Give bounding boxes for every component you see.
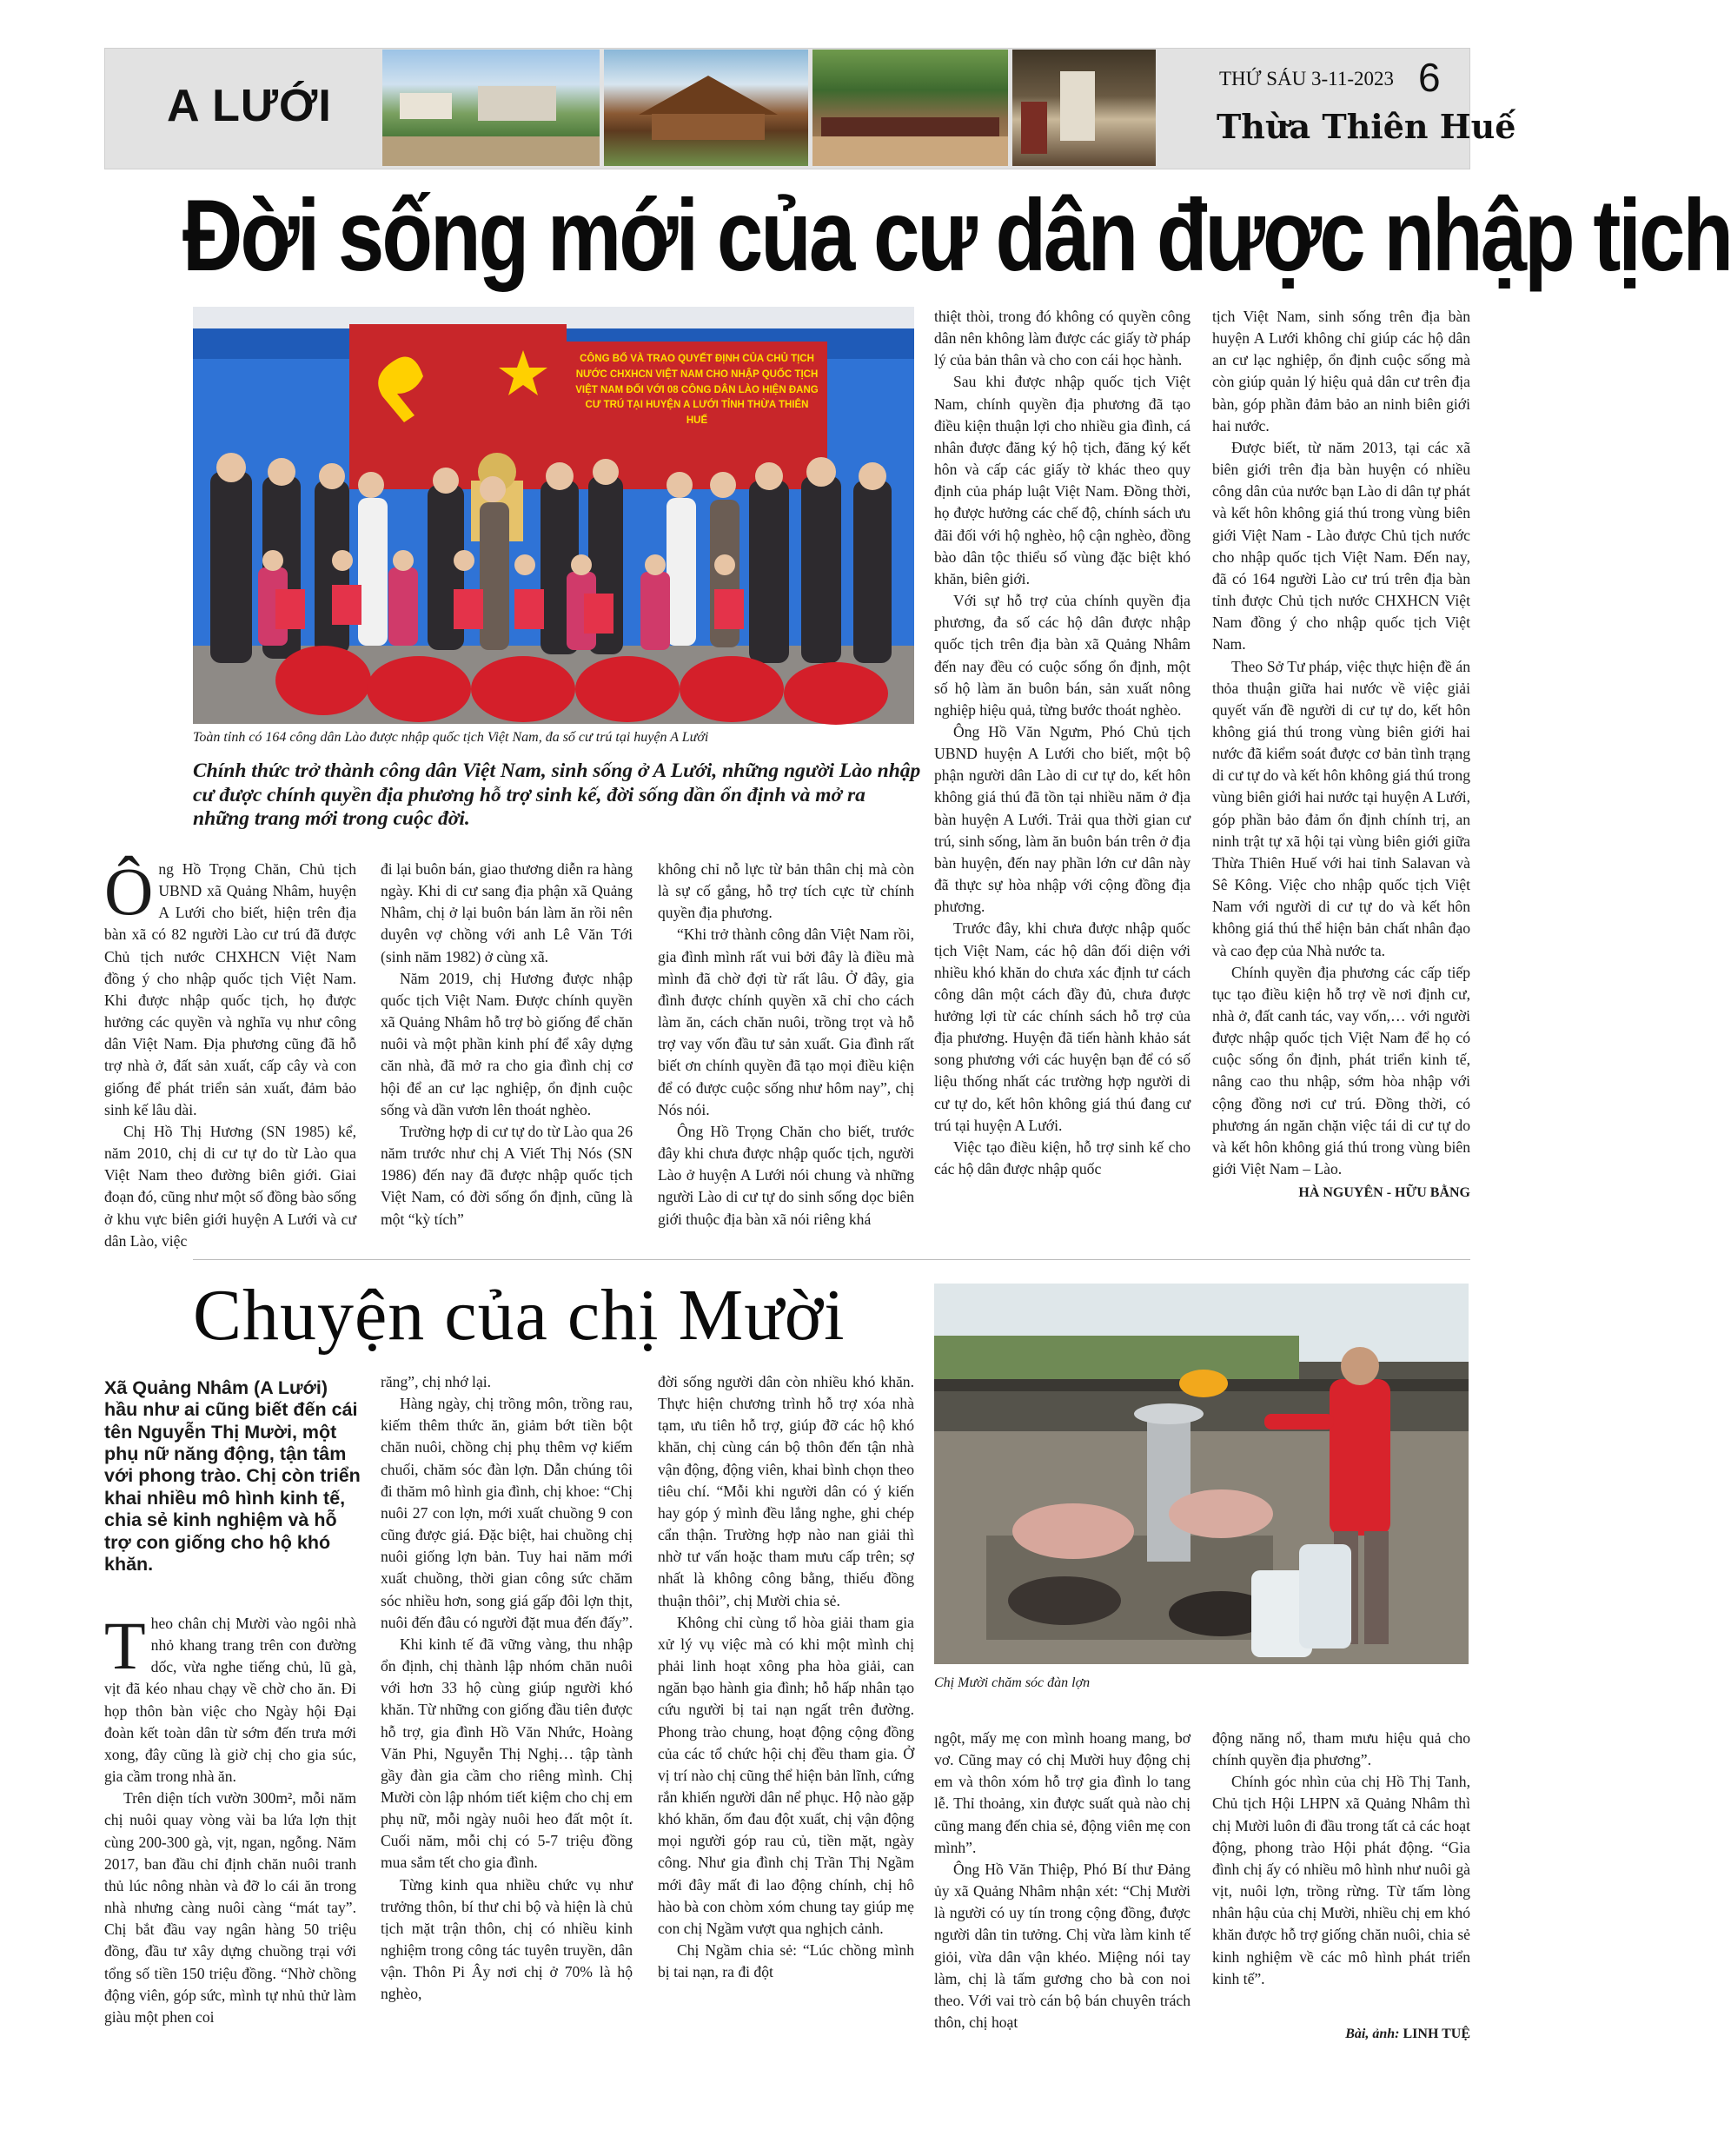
article2-column-4: [934, 1728, 1190, 2033]
article1-column-4: [934, 306, 1190, 1180]
paragraph: Trường hợp di cư tự do từ Lào qua 26 năm trước như chị A Viết Thị Nós (SN 1986) đến nay đã được nhập quốc tịch Việt Nam, có đời sống ổn định, cũng là một “kỳ tích”: [381, 1122, 633, 1228]
paragraph: Việc tạo điều kiện, hỗ trợ sinh kế cho các hộ dân được nhập quốc: [934, 1138, 1190, 1178]
paragraph: Chị Hồ Thị Hương (SN 1985) kể, năm 2010, chị di cư tự do từ Lào qua Việt Nam theo đường biên giới. Giai đoạn đó, cũng như một số đồng bào sống ở khu vực biên giới huyện A Lưới và cư dân Lào, việc: [104, 1122, 356, 1250]
paragraph: không chỉ nỗ lực từ bản thân chị mà còn là sự cố gắng, hỗ trợ tích cực từ chính quyền địa phương.: [658, 860, 914, 922]
paragraph: Ông Hồ Văn Thiệp, Phó Bí thư Đảng ủy xã Quảng Nhâm nhận xét: “Chị Mười là người có uy tín trong cộng đồng, được người dân tin tưởng. Chị vừa làm kinh tế giỏi, vừa dân vận khéo. Miệng nói tay làm, chị là tấm gương cho bà con noi theo. Với vai trò cán bộ bán chuyên trách thôn, chị hoạt: [934, 1860, 1190, 2032]
header-photo-festival: [812, 50, 1008, 166]
paragraph: Theo Sở Tư pháp, việc thực hiện đề án thỏa thuận giữa hai nước về việc giải quyết vấn đề người di cư tự do, kết hôn không giá thú trong vùng biên giới hai nước đã kiểm soát được cơ bản tình trạng di cư tự do và kết hôn không giá thú trong vùng biên giới hai nước tại huyện A Lưới, góp phần bảo đảm ổn định chính trị, an ninh trật tự xã hội tại vùng biên giới giữa Thừa Thiên Huế với hai tỉnh Salavan và Sê Kông. Việc cho nhập quốc tịch Việt Nam với người di cư tự do và kết hôn không giá thú thể hiện bản chất nhân đạo và cao đẹp của Nhà nước ta.: [1212, 657, 1470, 959]
article2-column-2: [381, 1371, 633, 2006]
article1-column-1: [104, 853, 356, 1252]
ceremony-banner-text: CÔNG BỐ VÀ TRAO QUYẾT ĐỊNH CỦA CHỦ TỊCH NƯỚC CHXHCN VIỆT NAM CHO NHẬP QUỐC TỊCH VIỆT NAM ĐỐI VỚI 08 CÔNG DÂN LÀO HIỆN ĐANG CƯ TRÚ TẠI HUYỆN A LƯỚI TỈNH THỪA THIÊN HUẾ: [575, 354, 819, 427]
section-divider: [193, 1259, 1470, 1260]
paragraph: Ông Hồ Trọng Chăn cho biết, trước đây khi chưa được nhập quốc tịch, người Lào ở huyện A Lưới nói chung và những người Lào di cư tự do sinh sống dọc biên giới thuộc địa bàn xã nói riêng khá: [658, 1122, 914, 1228]
paragraph: heo chân chị Mười vào ngôi nhà nhỏ khang trang trên con đường dốc, vừa nghe tiếng chủ, lũ gà, vịt đã kéo nhau chạy về chờ cho ăn. Đi họp thôn bàn việc cho Ngày hội Đại đoàn kết toàn dân từ sớm đến trưa mới xong, đây cũng là giờ chị cho gia súc, gia cầm trong nhà ăn.: [104, 1615, 356, 1786]
paragraph: răng”, chị nhớ lại.: [381, 1373, 492, 1390]
article2-lead: Xã Quảng Nhâm (A Lưới) hầu như ai cũng biết đến cái tên Nguyễn Thị Mười, một phụ nữ năng động, tận tâm với phong trào. Chị còn triển khai nhiều mô hình kinh tế, chia sẻ kinh nghiệm và hỗ trợ con giống cho hộ khó khăn.: [104, 1377, 361, 1575]
paragraph: động năng nổ, tham mưu hiệu quả cho chính quyền địa phương”.: [1212, 1729, 1470, 1769]
article1-photo: [193, 307, 914, 724]
article2-photo: [934, 1284, 1469, 1664]
paragraph: tịch Việt Nam, sinh sống trên địa bàn huyện A Lưới không chỉ giúp các hộ dân an cư lạc nghiệp, ổn định cuộc sống mà còn giúp quản lý hiệu quả dân cư trên địa bàn, góp phần đảm bảo an ninh biên giới hai nước.: [1212, 308, 1470, 435]
article1-headline: Đời sống mới của cư dân được nhập tịch: [182, 179, 1731, 293]
paragraph: Năm 2019, chị Hương được nhập quốc tịch Việt Nam. Được chính quyền xã Quảng Nhâm hỗ trợ bò giống để chăn nuôi và một phần kinh phí để xây dựng căn nhà, đã mở ra cho gia đình chị cơ hội để an cư lạc nghiệp, ổn định cuộc sống và dần vươn lên thoát nghèo.: [381, 969, 633, 1118]
paragraph: Không chỉ cùng tổ hòa giải tham gia xử lý vụ việc mà có khi một mình chị phải linh hoạt xông pha hòa giải, can ngăn bạo hành gia đình; hỗ hấp nhân tạo cứu người bị tai nạn ngất trên đường. Phong trào chung, hoạt động cộng đồng của các tổ chức hội chị đều tham gia. Ở vị trí nào chị cũng thể hiện bản lĩnh, cứng rắn khiến người dân nể phục. Hộ nào gặp khó khăn, ốm đau đột xuất, chị vận động mọi người góp rau củ, tiền mặt, ngày công. Như gia đình chị Trần Thị Ngầm mới đây mất đi lao động chính, chị hô hào bà con chòm xóm chung tay giúp mẹ con chị Ngầm vượt qua nghịch cảnh.: [658, 1613, 914, 1937]
byline-label: Bài, ảnh:: [1345, 2026, 1400, 2041]
paragraph: Được biết, từ năm 2013, tại các xã biên giới trên địa bàn huyện có nhiều công dân của nước bạn Lào di dân tự phát và kết hôn không giá thú trong vùng biên giới Việt Nam - Lào được Chủ tịch nước cho nhập quốc tịch Việt Nam. Đến nay, đã có 164 người Lào cư trú trên địa bàn tỉnh được Chủ tịch nước CHXHCN Việt Nam đồng ý cho nhập quốc tịch Việt Nam.: [1212, 438, 1470, 653]
paragraph: thiệt thòi, trong đó không có quyền công dân nên không làm được các giấy tờ pháp lý của bản thân và cho con cái học hành.: [934, 308, 1190, 369]
header-photo-stilt-house: [604, 50, 808, 166]
pig-farm-illustration: [934, 1284, 1469, 1664]
article2-byline: [1212, 2025, 1470, 2045]
paragraph: Chính góc nhìn của chị Hồ Thị Tanh, Chủ tịch Hội LHPN xã Quảng Nhâm thì chị Mười luôn đi đầu trong tất cả các hoạt động, phong trào Hội phát động. “Gia đình chị ấy có nhiều mô hình như nuôi gà vịt, nuôi lợn, trồng rừng. Từ tấm lòng nhân hậu của chị Mười, nhiều chị em khó khăn được hỗ trợ giống chăn nuôi, chia sẻ kinh nghiệm về các mô hình phát triển kinh tế”.: [1212, 1773, 1470, 1987]
paragraph: “Khi trở thành công dân Việt Nam rồi, gia đình mình rất vui bởi đây là điều mà mình đã chờ đợi từ rất lâu. Ở đây, gia đình được chính quyền xã chỉ cho cách làm ăn, cách chăn nuôi, trồng trọt và hỗ trợ vay vốn đầu tư sản xuất. Gia đình rất biết ơn chính quyền đã tạo mọi điều kiện để có được cuộc sống như hôm nay”, chị Nós nói.: [658, 925, 914, 1118]
article2-photo-caption: Chị Mười chăm sóc đàn lợn: [934, 1675, 1091, 1690]
paragraph: Chị Ngầm chia sẻ: “Lúc chồng mình bị tai nạn, ra đi đột: [658, 1941, 914, 1981]
article2-column-1: [104, 1608, 356, 2028]
header-photo-weaving: [1012, 50, 1156, 166]
paragraph: ng Hồ Trọng Chăn, Chủ tịch UBND xã Quảng Nhâm, huyện A Lưới cho biết, hiện trên địa bàn xã có 82 người Lào cư trú đã được Chủ tịch nước CHXHCN Việt Nam đồng ý cho nhập quốc tịch Việt Nam. Khi được nhập quốc tịch, họ được hưởng các quyền và nghĩa vụ như công dân Việt Nam. Địa phương cũng đã hỗ trợ nhà ở, đất sản xuất, cấp cây và con giống để phát triển sản xuất, đảm bảo sinh kế lâu dài.: [104, 860, 356, 1118]
article1-column-5: [1212, 306, 1470, 1204]
article1-dropcap: Ô: [104, 853, 154, 929]
article1-byline: HÀ NGUYÊN - HỮU BẰNG: [1298, 1185, 1470, 1201]
paragraph: Hàng ngày, chị trồng môn, trồng rau, kiếm thêm thức ăn, giảm bớt tiền bột chăn nuôi, chồng chị phụ thêm vợ kiếm chuối, chăm sóc đàn lợn. Dẫn chúng tôi đi thăm mô hình gia đình, chị khoe: “Chị nuôi 27 con lợn, mới xuất chuồng 9 con cũng được giá. Đặc biệt, hai chuồng chị nuôi giống lợn bản. Tuy hai năm mới xuất chuồng, thời gian công sức chăm sóc nhiều hơn, song giá gấp đôi lợn thịt, nuôi đến đâu có người đặt mua đến đấy”.: [381, 1395, 633, 1631]
ceremony-illustration: [193, 307, 914, 724]
paragraph: Ông Hồ Văn Ngưm, Phó Chủ tịch UBND huyện A Lưới cho biết, một bộ phận người dân Lào di cư tự do, kết hôn không giá thú đã tồn tại nhiều năm ở địa bàn huyện A Lưới. Trải qua thời gian cư trú, sinh sống, làm ăn buôn bán trên ở địa bàn huyện, đến nay phần lớn cư dân này đã thực sự hòa nhập với cộng đồng địa phương.: [934, 722, 1190, 916]
article1-lead: Chính thức trở thành công dân Việt Nam, sinh sống ở A Lưới, những người Lào nhập cư được chính quyền địa phương hỗ trợ sinh kế, đời sống dần ổn định và mở ra những trang mới trong cuộc đời.: [193, 760, 921, 831]
paragraph: Từng kinh qua nhiều chức vụ như trưởng thôn, bí thư chi bộ và hiện là chủ tịch mặt trận thôn, chị có nhiều kinh nghiệm trong công tác tuyên truyền, dân vận. Thôn Pi Ây nơi chị ở 70% là hộ nghèo,: [381, 1875, 633, 2003]
article2-headline: Chuyện của chị Mười: [193, 1275, 846, 1356]
paragraph: Sau khi được nhập quốc tịch Việt Nam, chính quyền địa phương đã tạo điều kiện thuận lợi cho nhiều gia đình, cá nhân được đăng ký hộ tịch, đăng ký kết hôn và cấp các giấy tờ khác theo quy định của pháp luật Việt Nam. Đồng thời, họ được hưởng các chế độ, chính sách ưu đãi đối với hộ nghèo, hộ cận nghèo, đồng bào dân tộc thiểu số vùng đặc biệt khó khăn, biên giới.: [934, 373, 1190, 587]
paragraph: đi lại buôn bán, giao thương diễn ra hàng ngày. Khi di cư sang địa phận xã Quảng Nhâm, chị ở lại buôn bán làm ăn rồi nên duyên vợ chồng với anh Lê Văn Tới (sinh năm 1982) ở cùng xã.: [381, 860, 633, 965]
article1-column-3: [658, 859, 914, 1231]
article2-column-5: [1212, 1728, 1470, 2045]
article1-photo-caption: Toàn tỉnh có 164 công dân Lào được nhập quốc tịch Việt Nam, đa số cư trú tại huyện A Lưới: [193, 730, 709, 745]
issue-date: THỨ SÁU 3-11-2023: [1219, 68, 1394, 90]
paragraph: Với sự hỗ trợ của chính quyền địa phương, đa số các hộ dân được nhập quốc tịch trên địa bàn xã Quảng Nhâm đến nay đều có cuộc sống ổn định, một số hộ làm ăn buôn bán, sản xuất nông nghiệp hiệu quả, từng bước thoát nghèo.: [934, 592, 1190, 719]
byline-author: LINH TUỆ: [1403, 2026, 1470, 2041]
section-title: A LƯỚI: [167, 81, 332, 131]
paragraph: ngột, mấy mẹ con mình hoang mang, bơ vơ. Cũng may có chị Mười huy động chị em và thôn xóm hỗ trợ gia đình lo tang lễ. Thỉ thoảng, xin được suất quà nào chị cũng mang đến chia sẻ, động viên mẹ con mình”.: [934, 1729, 1190, 1856]
paragraph: Chính quyền địa phương các cấp tiếp tục tạo điều kiện hỗ trợ về nơi định cư, nhà ở, đất canh tác, vay vốn,… với người được nhập quốc tịch Việt Nam để họ có cuộc sống ổn định, phát triển kinh tế, nâng cao thu nhập, sớm hòa nhập với cộng đồng nơi cư trú. Đồng thời, có phương án ngăn chặn việc tái di cư tự do và kết hôn không giá thú trong vùng biên giới Việt Nam – Lào.: [1212, 963, 1470, 1178]
paragraph: Trước đây, khi chưa được nhập quốc tịch Việt Nam, các hộ dân đối diện với nhiều khó khăn do chưa xác định tư cách công dân một cách đầy đủ, chưa được hưởng lợi từ các chính sách hỗ trợ của địa phương. Huyện đã tiến hành khảo sát song phương với các huyện bạn để có số liệu thống nhất các trường hợp người di cư tự do, kết hôn không giá thú đang cư trú tại huyện A Lưới.: [934, 919, 1190, 1134]
header-photo-town: [382, 50, 600, 166]
article2-column-3: [658, 1371, 914, 1983]
paragraph: Trên diện tích vườn 300m², mỗi năm chị nuôi quay vòng vài ba lứa lợn thịt cùng 200-300 gà, vịt, ngan, ngỗng. Năm 2017, ban đầu chỉ định chăn nuôi tranh thủ lúc nông nhàn và đỡ lo cái ăn trong nhà nhưng càng nuôi càng “mát tay”. Chị bắt đầu vay ngân hàng 50 triệu đồng, đầu tư xây dựng chuồng trại với tổng số tiền 150 triệu đồng. “Nhờ chồng động viên, góp sức, mình tự nhủ thử làm giàu một phen coi: [104, 1789, 356, 2026]
article2-dropcap: T: [104, 1608, 146, 1683]
paragraph: đời sống người dân còn nhiều khó khăn. Thực hiện chương trình hỗ trợ xóa nhà tạm, ưu tiên hỗ trợ, giúp đỡ các hộ khó khăn, chị cùng cán bộ thôn đến tận nhà vận động, động viên, khai bình chọn theo tiêu chí. “Mỗi khi người dân có ý kiến hay góp ý mình đều lắng nghe, ghi chép cẩn thận. Trường hợp nào nan giải thì nhờ tư vấn hoặc tham mưu cấp trên; sợ nhất là không công bằng, thiếu đồng thuận thôi”, chị Mười chia sẻ.: [658, 1373, 914, 1609]
page-number: 6: [1418, 55, 1441, 100]
newspaper-name: Thừa Thiên Huế: [1217, 107, 1516, 146]
paragraph: Khi kinh tế đã vững vàng, thu nhập ổn định, chị thành lập nhóm chăn nuôi với hơn 33 hộ cùng giúp người khó khăn. Từ những con giống đầu tiên được hỗ trợ, gia đình Hồ Văn Nhức, Hoàng Văn Phi, Nguyễn Thị Nghị… tập tành gầy đàn gia cầm cho riêng mình. Chị Mười còn lập nhóm tiết kiệm cho chị em phụ nữ, mỗi ngày nuôi heo đất một ít. Cuối năm, mỗi chị có 5-7 triệu đồng mua sắm tết cho gia đình.: [381, 1635, 633, 1872]
article1-column-2: [381, 859, 633, 1231]
